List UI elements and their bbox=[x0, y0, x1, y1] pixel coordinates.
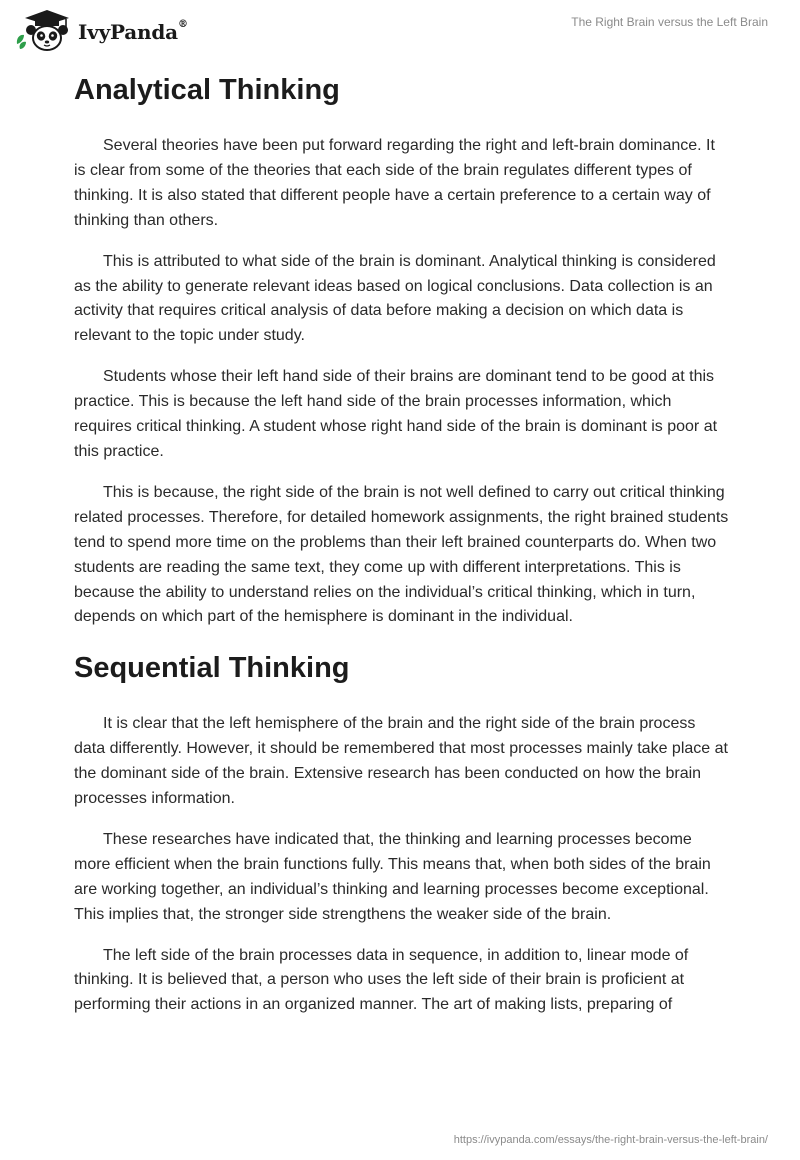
paragraph: It is clear that the left hemisphere of the brain and the right side of the brain process data differently. However, it should be remembered that most processes mainly take place at the dominant side of the brain. Extensive research has been conducted on how the brain processes information. bbox=[74, 715, 728, 808]
section-heading: Analytical Thinking bbox=[74, 74, 340, 106]
paragraph: These researches have indicated that, the thinking and learning processes become more efficient when the brain functions fully. This means that, when both sides of the brain are working together, an individual’s thinking and learning processes become exceptional. This implies that, the stronger side strengthens the weaker side of the brain. bbox=[74, 830, 711, 923]
source-url[interactable]: https://ivypanda.com/essays/the-right-brain-versus-the-left-brain/ bbox=[453, 1134, 768, 1146]
paragraph: Several theories have been put forward regarding the right and left-brain dominance. It is clear from some of the theories that each side of the brain regulates different types of thinking. It is also stated that different people have a certain preference to a certain way of thinking than others. bbox=[74, 137, 715, 229]
page-header bbox=[0, 0, 800, 60]
paragraph: The left side of the brain processes data in sequence, in addition to, linear mode of thinking. It is believed that, a person who uses the left side of their brain is proficient at performing their actions in an organized manner. The art of making lists, preparing of bbox=[74, 946, 689, 1014]
document-title: The Right Brain versus the Left Brain bbox=[571, 15, 768, 29]
section-heading: Sequential Thinking bbox=[74, 652, 350, 685]
ivypanda-logo[interactable] bbox=[14, 8, 188, 52]
panda-graduate-icon bbox=[14, 8, 76, 52]
paragraph: This is because, the right side of the brain is not well defined to carry out critical thinking related processes. Therefore, for detailed homework assignments, the right brained students tend to spend more time on the problems than their left brained counterparts do. When two students are reading the same text, they come up with different interpretations. This is because the ability to understand relies on the individual’s critical thinking, which in turn, depends on which part of the hemisphere is dominant in the individual. bbox=[74, 483, 729, 626]
paragraph: This is attributed to what side of the brain is dominant. Analytical thinking is considered as the ability to generate relevant ideas based on logical conclusions. Data collection is an activity that requires critical analysis of data before making a decision on which data is relevant to the topic under study. bbox=[74, 252, 716, 345]
essay-body bbox=[74, 72, 730, 1034]
brand-name: IvyPanda® bbox=[78, 19, 188, 44]
paragraph: Students whose their left hand side of their brains are dominant tend to be good at this practice. This is because the left hand side of the brain processes information, which requires critical thinking. A student whose right hand side of the brain is dominant is poor at this practice. bbox=[74, 368, 718, 460]
